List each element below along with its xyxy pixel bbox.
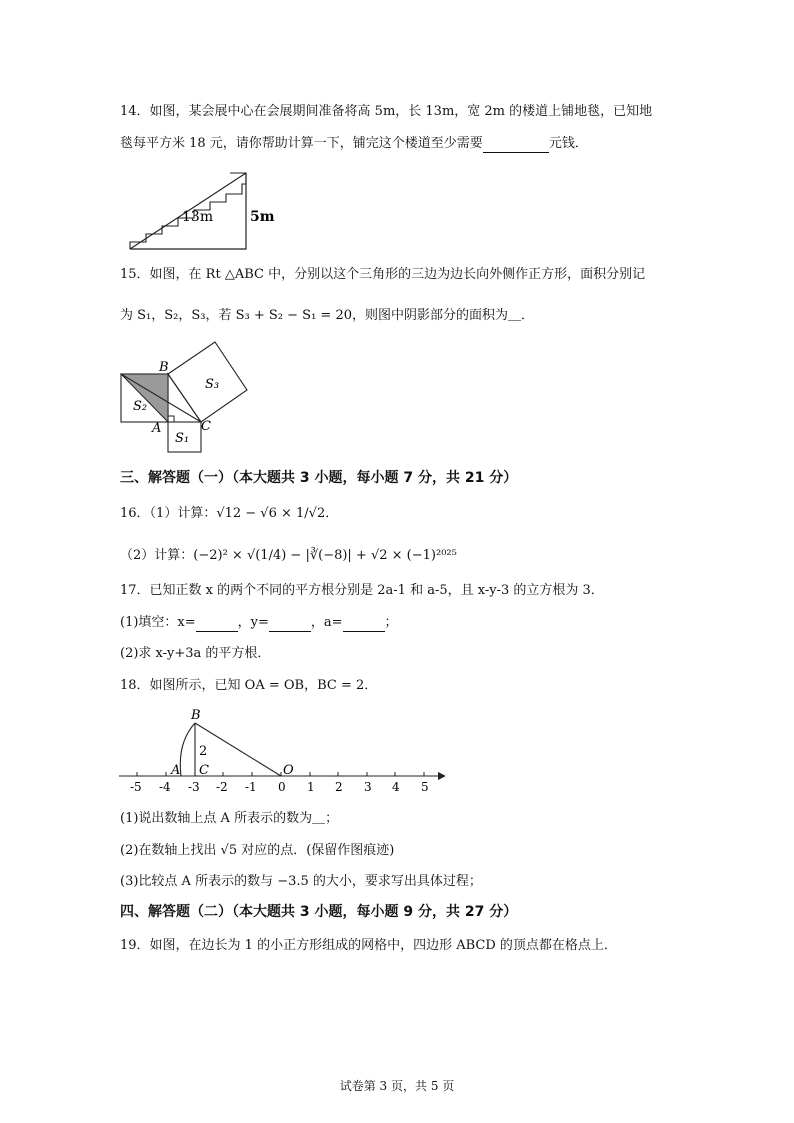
label-C: C (201, 419, 211, 434)
q14-line2-pre: 毯每平方米 18 元，请你帮助计算一下，铺完这个楼道至少需要 (120, 136, 483, 151)
q17-line1: 17．已知正数 x 的两个不同的平方根分别是 2a-1 和 a-5，且 x-y-3 的立方根为 3． (120, 583, 604, 598)
q17-a-blank[interactable] (343, 631, 385, 632)
q18-line1: 18．如图所示，已知 OA = OB，BC = 2． (120, 678, 378, 693)
q17-y-blank[interactable] (269, 631, 311, 632)
squares-figure (115, 338, 255, 458)
label-5m: 5m (250, 209, 275, 225)
label-S1: S₁ (175, 431, 190, 446)
q18-sub2: (2)在数轴上找出 √5 对应的点．(保留作图痕迹) (120, 843, 395, 858)
q17-fill-x-label: (1)填空：x= (120, 615, 196, 630)
tick-label: -3 (188, 780, 200, 794)
q17-fill-end: ； (384, 615, 398, 630)
q17-x-blank[interactable] (196, 631, 238, 632)
tick-label: -2 (216, 780, 228, 794)
page-footer: 试卷第 3 页，共 5 页 (339, 1079, 455, 1093)
label-C: C (199, 763, 209, 778)
tick-label: -5 (130, 780, 142, 794)
label-13m: 13m (182, 209, 214, 225)
section4-heading: 四、解答题（二）（本大题共 3 小题，每小题 9 分，共 27 分） (120, 904, 518, 920)
tick-label: 5 (421, 780, 429, 794)
label-S3: S₃ (205, 377, 220, 392)
q14-line1: 14．如图，某会展中心在会展期间准备将高 5m，长 13m，宽 2m 的楼道上铺地毯，已知地 (120, 104, 653, 119)
q17-line3: (2)求 x-y+3a 的平方根． (120, 646, 271, 661)
number-line-figure (115, 703, 445, 798)
staircase-figure (120, 165, 290, 255)
label-B: B (159, 360, 169, 375)
tick-label: 2 (335, 780, 343, 794)
q14-line2-post: 元钱． (548, 136, 588, 151)
tick-label: -4 (159, 780, 171, 794)
q16-part2: （2）计算：(−2)² × √(1/4) − |∛(−8)| + √2 × (−1)²⁰²⁵ (120, 548, 457, 563)
label-S2: S₂ (133, 399, 148, 414)
label-A: A (171, 763, 181, 778)
label-A: A (152, 421, 162, 436)
q15-line1: 15．如图，在 Rt △ABC 中，分别以这个三角形的三边为边长向外侧作正方形，面积分别记 (120, 267, 646, 282)
q17-line2 (120, 614, 398, 632)
q17-fill-y-label: ，y= (237, 615, 269, 630)
section3-heading: 三、解答题（一）（本大题共 3 小题，每小题 7 分，共 21 分） (120, 470, 518, 486)
tick-label: 1 (307, 780, 315, 794)
label-O: O (283, 763, 294, 778)
q18-sub1: (1)说出数轴上点 A 所表示的数为＿； (120, 811, 339, 826)
q14-answer-blank[interactable] (483, 152, 549, 153)
label-B: B (191, 708, 201, 723)
tick-label: -1 (245, 780, 257, 794)
q19-line1: 19．如图，在边长为 1 的小正方形组成的网格中，四边形 ABCD 的顶点都在格点上． (120, 938, 617, 953)
q17-fill-a-label: ，a= (310, 615, 343, 630)
q18-sub3: (3)比较点 A 所表示的数与 −3.5 的大小，要求写出具体过程； (120, 874, 482, 889)
q14-line2 (120, 135, 588, 153)
tick-label: 4 (392, 780, 400, 794)
tick-label: 0 (278, 780, 286, 794)
tick-label: 3 (364, 780, 372, 794)
q16-part1: 16．（1）计算：√12 − √6 × 1/√2． (120, 506, 339, 521)
q15-line2: 为 S₁，S₂，S₃，若 S₃ + S₂ − S₁ = 20，则图中阴影部分的面积为＿． (120, 308, 534, 323)
label-2: 2 (199, 744, 208, 759)
